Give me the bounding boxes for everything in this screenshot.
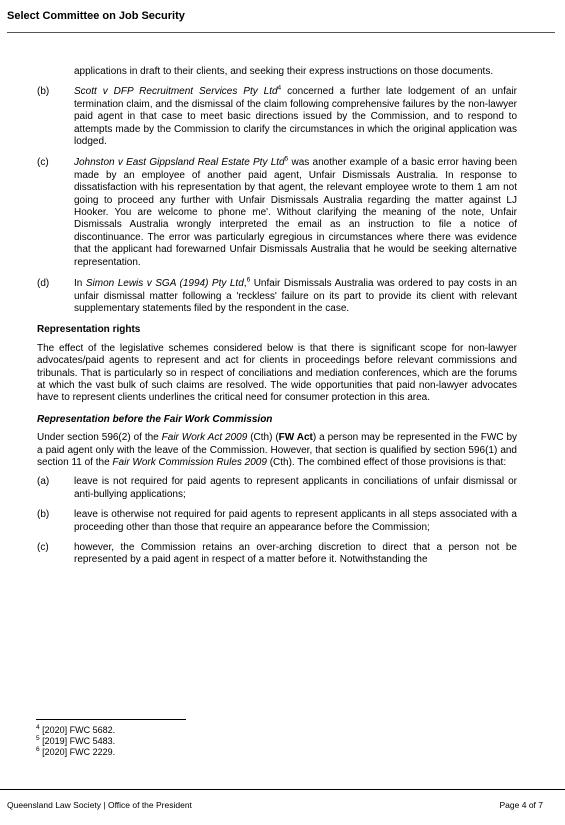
defined-term: FW Act [278,432,313,444]
item-label: (c) [37,542,49,553]
item-label: (b) [37,86,50,98]
page-body [37,66,517,567]
case-text: Unfair Dismissals Australia was ordered to pay costs in an unfair dismissal matter following a 'reckless' failure on its part to provide its client with relevant supplementary statements filed by the respondent in the case. [74,278,517,314]
header-divider [7,32,555,33]
item-label: (a) [37,476,50,488]
continued-paragraph: applications in draft to their clients, and seeking their express instructions on those documents. [74,66,494,77]
footnote-5 [36,736,115,746]
footnote-4 [36,725,115,735]
case-name: Simon Lewis v SGA (1994) Pty Ltd [85,278,244,290]
footnote-ref: 6 [246,276,251,284]
case-name: Johnston v East Gippsland Real Estate Pty Ltd [74,157,285,169]
footnote-number: 6 [36,746,40,753]
provision-item-a [37,476,517,501]
rules-name: Fair Work Commission Rules 2009 [112,456,267,468]
text-run: (Cth). The combined effect of those provisions is that: [266,456,507,468]
footer-divider [0,789,565,790]
footnote-divider [36,719,186,720]
provision-text: leave is not required for paid agents to represent applicants in conciliations of unfair dismissal or anti-bullying applications; [74,476,517,500]
provision-text: however, the Commission retains an over-arching discretion to direct that a person not be represented by a paid agent in respect of a matter before it. Notwithstanding the [74,542,517,566]
footnote-6 [36,747,115,757]
paragraph-section-596 [37,432,517,469]
case-item-c [37,157,517,269]
text-run: Under section 596(2) of the [37,432,162,444]
case-text: concerned a further late lodgement of an unfair termination claim, and the dismissal of the claim following comprehensive failures by the non-lawyer paid agent in that case to meet basic directions issued by the Commission, and to respond to attempts made by the Commission to clarify the circumstances in which the original application was lodged. [74,86,517,148]
footnote-number: 4 [36,724,40,731]
footnote-text: [2020] FWC 5682. [39,725,116,735]
page-number: Page 4 of 7 [499,800,543,810]
item-label: (d) [37,278,50,290]
case-name: Scott v DFP Recruitment Services Pty Ltd [74,86,278,98]
provision-item-b [37,509,517,534]
footnote-ref: 5 [284,156,289,164]
case-item-b [37,86,517,148]
heading-fair-work: Representation before the Fair Work Commission [37,413,273,425]
footnote-number: 5 [36,735,40,742]
text-run: (Cth) ( [247,432,279,444]
item-label: (b) [37,509,50,521]
paragraph-effect: The effect of the legislative schemes considered below is that there is significant scope for non-lawyer advocates/paid agents to represent and act for clients in proceedings before relevant commissions and tribunals. That is particularly so in respect of conciliations and mediation conferences, which are the forums at which the vast bulk of such claims are resolved. The wide opportunities that paid non-lawyer advocates have to represent clients underlines the critical need for consumer protection in this area. [37,342,517,404]
item-label: (c) [37,157,49,169]
footnote-ref: 4 [277,85,282,93]
text-run: ) a person may be represented in the FWC by a paid agent only with the leave of the Commission. However, that section is qualified by section 596(1) and section 11 of the [37,432,517,468]
case-text: was another example of a basic error having been made by an employee of another paid agent, Unfair Dismissals Australia. In response to dissatisfaction with his representation by that agent, the relevant employee wrote to them 1 am not going to proceed any further with Unfair Dismissals Australia regarding the matter against LJ Hooker. You are welcome to phone me'. Without clarifying the meaning of the note, Unfair Dismissals Australia wrongly interpreted the email as an instruction to file a notice of discontinuance. The error was particularly egregious in circumstances where there was evidence that the applicant had forewarned Unfair Dismissals Australia that he would be seeking alternative representation. [74,157,518,268]
footnote-text: [2019] FWC 5483. [39,736,116,746]
footer-organisation: Queensland Law Society | Office of the President [7,800,192,810]
case-item-d [37,278,517,315]
provision-item-c [37,542,517,567]
page-header-title: Select Committee on Job Security [7,10,185,22]
provision-text: leave is otherwise not required for paid agents to represent applicants in all steps associated with a proceeding other than those that require an appearance before the Commission; [74,509,517,533]
case-suffix: , [243,278,247,290]
heading-representation-rights: Representation rights [37,324,141,336]
act-name: Fair Work Act 2009 [161,432,248,444]
footnote-text: [2020] FWC 2229. [39,747,116,757]
case-prefix: In [74,278,86,290]
